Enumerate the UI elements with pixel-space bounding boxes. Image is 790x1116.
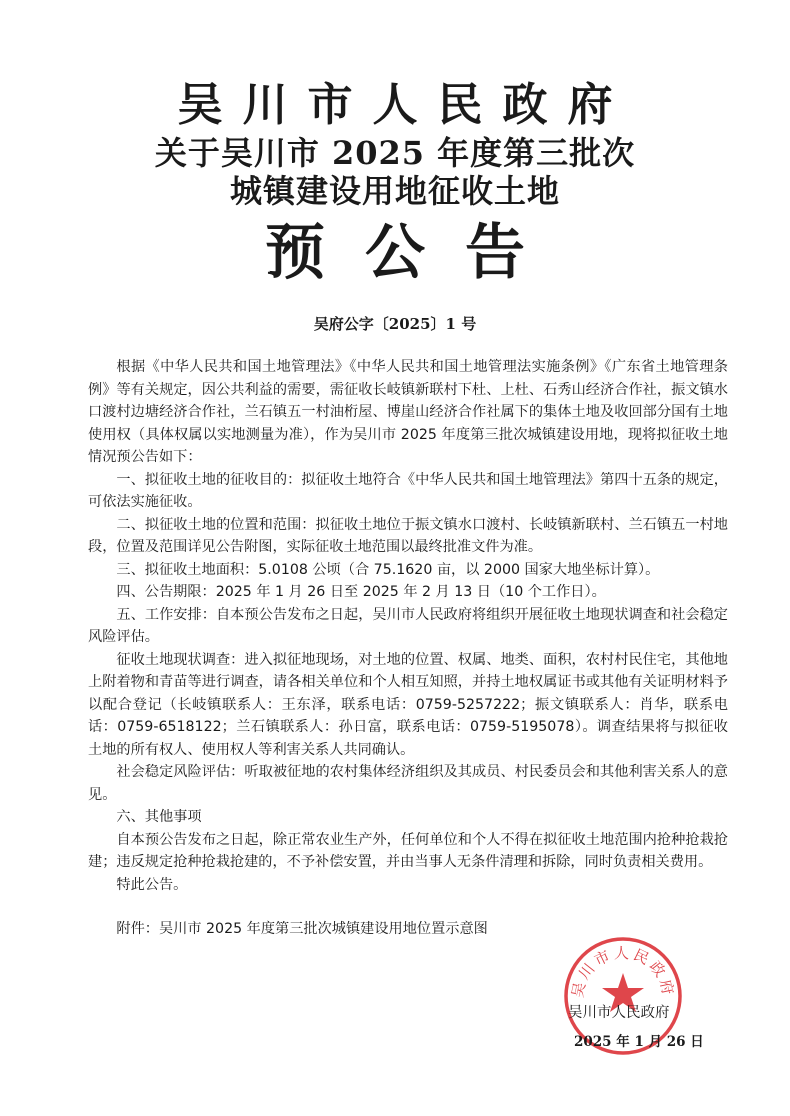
paragraph-purpose: 一、拟征收土地的征收目的：拟征收土地符合《中华人民共和国土地管理法》第四十五条的规定，可依法实施征收。 xyxy=(88,471,728,510)
seal-text: 吴川市人民政府 xyxy=(568,944,678,1000)
paragraph-risk-assessment: 社会稳定风险评估：听取被征地的农村集体经济组织及其成员、村民委员会和其他利害关系人的意见。 xyxy=(88,764,728,803)
title-line-1: 关于吴川市 2025 年度第三批次 xyxy=(154,134,636,172)
main-title: 预公告 xyxy=(265,218,565,288)
paragraph-location: 二、拟征收土地的位置和范围：拟征收土地位于振文镇水口渡村、长岐镇新联村、兰石镇五一村地段，位置及范围详见公告附图，实际征收土地范围以最终批准文件为准。 xyxy=(88,516,728,555)
paragraph-closing: 特此公告。 xyxy=(116,876,188,893)
issuing-organization: 吴川市人民政府 xyxy=(177,78,633,131)
document-number: 吴府公字〔2025〕1 号 xyxy=(313,315,477,333)
paragraph-intro: 根据《中华人民共和国土地管理法》《中华人民共和国土地管理法实施条例》《广东省土地管理条例》等有关规定，因公共利益的需要，需征收长岐镇新联村下杜、上杜、石秀山经济合作社，振文镇水口渡村边塘经济合作社，兰石镇五一村油桁屋、博崖山经济合作社属下的集体土地及收回部分国有土地使用权（具体权属以实地测量为准），作为吴川市 2025 年度第三批次城镇建设用地，现将拟征收土地情况预公告如下： xyxy=(88,359,728,465)
paragraph-arrangement: 五、工作安排：自本预公告发布之日起，吴川市人民政府将组织开展征收土地现状调查和社会稳定风险评估。 xyxy=(88,606,728,645)
paragraph-other-matters: 自本预公告发布之日起，除正常农业生产外，任何单位和个人不得在拟征收土地范围内抢种抢栽抢建；违反规定抢种抢栽抢建的，不予补偿安置，并由当事人无条件清理和拆除，同时负责相关费用。 xyxy=(88,831,728,870)
paragraph-period: 四、公告期限：2025 年 1 月 26 日至 2025 年 2 月 13 日（10 个工作日）。 xyxy=(116,584,606,600)
paragraph-other-heading: 六、其他事项 xyxy=(116,809,202,825)
attachment-note: 附件：吴川市 2025 年度第三批次城镇建设用地位置示意图 xyxy=(116,921,488,937)
title-line-2: 城镇建设用地征收土地 xyxy=(229,172,560,210)
paragraph-area: 三、拟征收土地面积：5.0108 公顷（合 75.1620 亩，以 2000 国家大地坐标计算）。 xyxy=(116,561,660,578)
signature-date: 2025 年 1 月 26 日 xyxy=(574,1034,704,1050)
notice-body xyxy=(88,356,728,941)
paragraph-survey: 征收土地现状调查：进入拟征地现场，对土地的位置、权属、地类、面积，农村村民住宅，其他地上附着物和青苗等进行调查，请各相关单位和个人相互知照，并持土地权属证书或其他有关证明材料予以配合登记（长岐镇联系人：王东泽，联系电话：0759-5257222；振文镇联系人：肖华，联系电话：0759-6518122；兰石镇联系人：孙日富，联系电话：0759-5195078）。调查结果将与拟征收土地的所有权人、使用权人等利害关系人共同确认。 xyxy=(88,651,728,758)
signature-organization: 吴川市人民政府 xyxy=(568,1005,670,1021)
